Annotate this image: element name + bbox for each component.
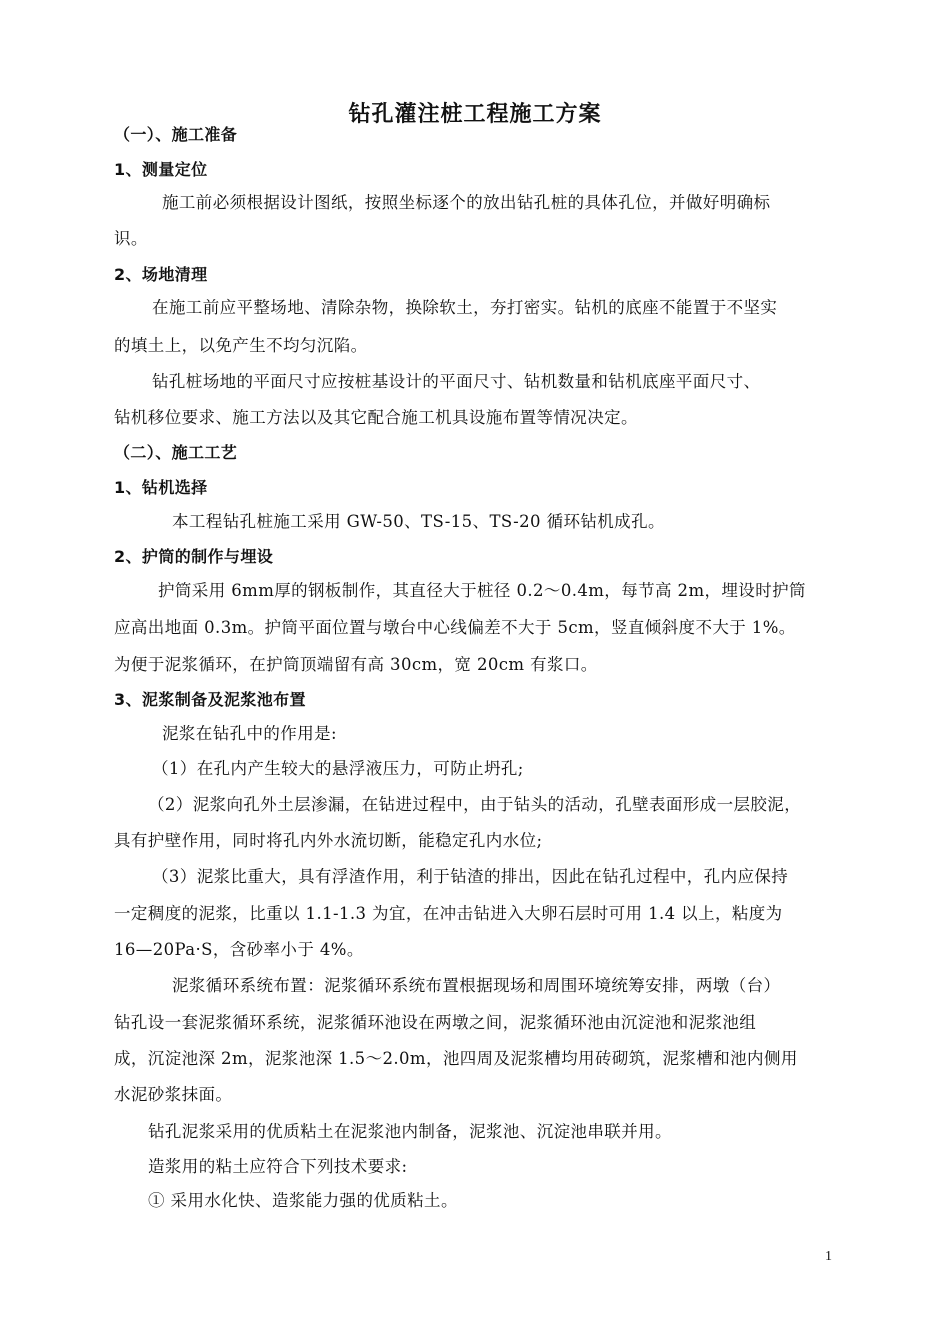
paragraph-line: 护筒采用 6mm厚的钢板制作，其直径大于桩径 0.2～0.4m，每节高 2m，埋设时护筒 bbox=[158, 581, 806, 600]
paragraph-line: （1）在孔内产生较大的悬浮液压力，可防止坍孔; bbox=[152, 759, 524, 778]
subsection-heading: 2、护筒的制作与埋设 bbox=[114, 547, 274, 566]
paragraph-line: 钻机移位要求、施工方法以及其它配合施工机具设施布置等情况决定。 bbox=[114, 408, 638, 427]
paragraph-line: 造浆用的粘土应符合下列技术要求: bbox=[148, 1157, 408, 1176]
subsection-heading: 1、测量定位 bbox=[114, 160, 208, 179]
paragraph-line: 钻孔桩场地的平面尺寸应按桩基设计的平面尺寸、钻机数量和钻机底座平面尺寸、 bbox=[152, 372, 761, 391]
paragraph-line: 水泥砂浆抹面。 bbox=[114, 1085, 233, 1104]
paragraph-line: 识。 bbox=[114, 229, 148, 248]
page-number: 1 bbox=[825, 1249, 832, 1264]
paragraph-line: 钻孔设一套泥浆循环系统，泥浆循环池设在两墩之间，泥浆循环池由沉淀池和泥浆池组 bbox=[114, 1013, 757, 1032]
paragraph-line: 泥浆在钻孔中的作用是: bbox=[162, 724, 337, 743]
subsection-heading: 2、场地清理 bbox=[114, 265, 208, 284]
paragraph-line: 成，沉淀池深 2m，泥浆池深 1.5～2.0m，池四周及泥浆槽均用砖砌筑，泥浆槽和池内侧用 bbox=[114, 1049, 798, 1068]
paragraph-line: ① 采用水化快、造浆能力强的优质粘土。 bbox=[148, 1191, 458, 1210]
subsection-heading: 3、泥浆制备及泥浆池布置 bbox=[114, 690, 306, 709]
paragraph-line: 钻孔泥浆采用的优质粘土在泥浆池内制备，泥浆池、沉淀池串联并用。 bbox=[148, 1122, 672, 1141]
document-title: 钻孔灌注桩工程施工方案 bbox=[348, 102, 602, 127]
section-heading: （二）、施工工艺 bbox=[114, 443, 238, 462]
paragraph-line: 为便于泥浆循环，在护筒顶端留有高 30cm，宽 20cm 有浆口。 bbox=[114, 655, 598, 674]
paragraph-line: 施工前必须根据设计图纸，按照坐标逐个的放出钻孔桩的具体孔位，并做好明确标 bbox=[162, 193, 771, 212]
subsection-heading: 1、钻机选择 bbox=[114, 478, 208, 497]
paragraph-line: 一定稠度的泥浆，比重以 1.1-1.3 为宜，在冲击钻进入大卵石层时可用 1.4 以上，粘度为 bbox=[114, 904, 783, 923]
paragraph-line: （3）泥浆比重大，具有浮渣作用，利于钻渣的排出，因此在钻孔过程中，孔内应保持 bbox=[152, 867, 789, 886]
paragraph-line: 的填土上，以免产生不均匀沉陷。 bbox=[114, 336, 368, 355]
paragraph-line: 应高出地面 0.3m。护筒平面位置与墩台中心线偏差不大于 5cm，竖直倾斜度不大于 1%。 bbox=[114, 618, 796, 637]
paragraph-line: 具有护壁作用，同时将孔内外水流切断，能稳定孔内水位; bbox=[114, 831, 543, 850]
paragraph-line: （2）泥浆向孔外土层渗漏，在钻进过程中，由于钻头的活动，孔壁表面形成一层胶泥， bbox=[148, 795, 802, 814]
paragraph-line: 在施工前应平整场地、清除杂物，换除软土，夯打密实。钻机的底座不能置于不坚实 bbox=[152, 298, 778, 317]
paragraph-line: 泥浆循环系统布置：泥浆循环系统布置根据现场和周围环境统筹安排，两墩（台） bbox=[172, 976, 781, 995]
paragraph-line: 本工程钻孔桩施工采用 GW-50、TS-15、TS-20 循环钻机成孔。 bbox=[172, 512, 665, 531]
paragraph-line: 16—20Pa·S，含砂率小于 4%。 bbox=[114, 940, 364, 959]
section-heading: （一）、施工准备 bbox=[114, 125, 238, 144]
